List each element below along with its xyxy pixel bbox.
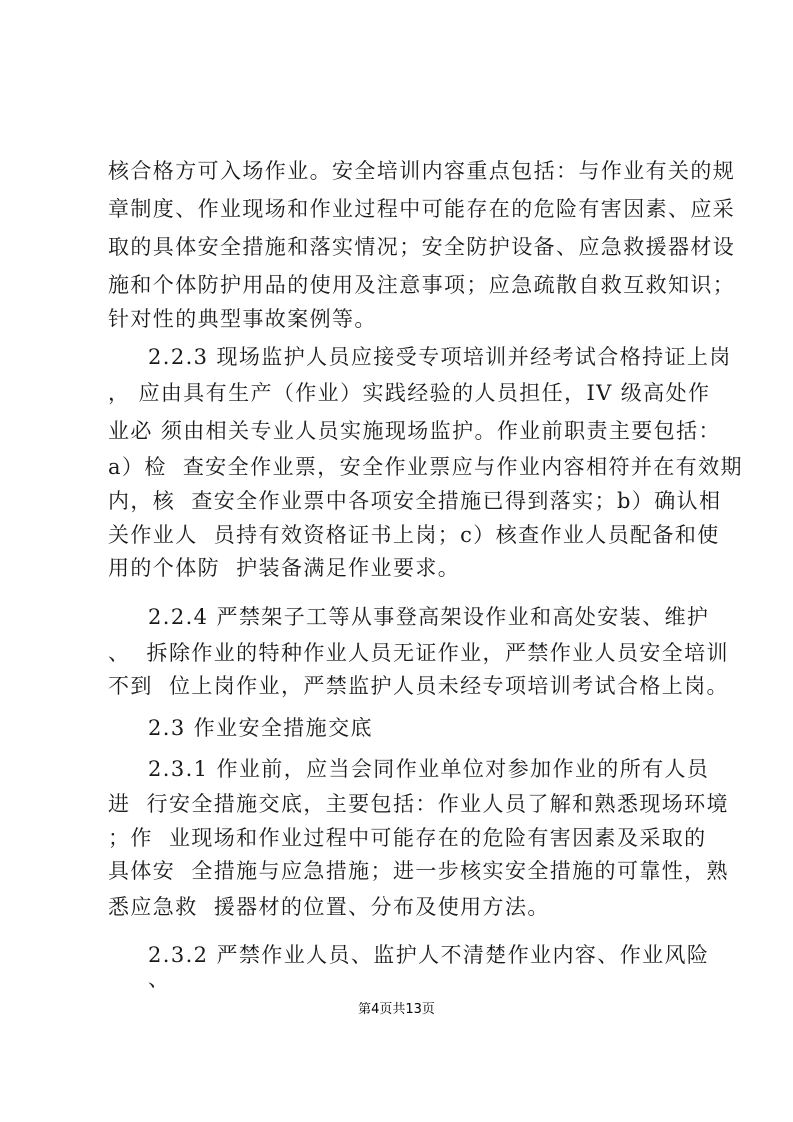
text-line: 用的个体防 护装备满足作业要求。 [108,556,461,580]
text-line: 不到 位上岗作业，严禁监护人员未经专项培训考试合格上岗。 [108,674,729,698]
text-line: 取的具体安全措施和落实情况；安全防护设备、应急救援器材设 [108,235,736,259]
text-line: 关作业人 员持有效资格证书上岗；c）核查作业人员配备和使 [108,523,720,547]
text-line: ；作 业现场和作业过程中可能存在的危险有害因素及采取的 [108,826,707,850]
text-line: 、 拆除作业的特种作业人员无证作业，严禁作业人员安全培训 [108,641,729,665]
text-line: a）检 查安全作业票，安全作业票应与作业内容相符并在有效期 [108,455,743,479]
text-line: 2.2.3 现场监护人员应接受专项培训并经考试合格持证上岗 [148,345,732,369]
text-line: 、 [148,967,171,991]
text-line: 具体安 全措施与应急措施；进一步核实安全措施的可靠性，熟 [108,859,729,883]
text-line: 内，核 查安全作业票中各项安全措施已得到落实；b）确认相 [108,489,722,513]
text-line: 进 行安全措施交底，主要包括：作业人员了解和熟悉现场环境 [108,792,729,816]
text-line: 2.2.4 严禁架子工等从事登高架设作业和高处安装、维护 [148,605,710,629]
section-heading: 2.3 作业安全措施交底 [148,716,373,740]
text-line: 核合格方可入场作业。安全培训内容重点包括：与作业有关的规 [108,159,736,183]
text-line: 针对性的典型事故案例等。 [108,307,377,331]
page-number: 第4页共13页 [358,1002,435,1017]
text-line: 业必 须由相关专业人员实施现场监护。作业前职责主要包括： [108,419,721,443]
text-line: 2.3.2 严禁作业人员、监护人不清楚作业内容、作业风险 [148,943,710,967]
text-line: ， 应由具有生产（作业）实践经验的人员担任，IV 级高处作 [108,381,711,405]
text-line: 施和个体防护用品的使用及注意事项；应急疏散自救互救知识； [108,273,736,297]
text-line: 2.3.1 作业前，应当会同作业单位对参加作业的所有人员 [148,757,710,781]
text-line: 悉应急救 援器材的位置、分布及使用方法。 [108,895,550,919]
text-line: 章制度、作业现场和作业过程中可能存在的危险有害因素、应采 [108,197,736,221]
